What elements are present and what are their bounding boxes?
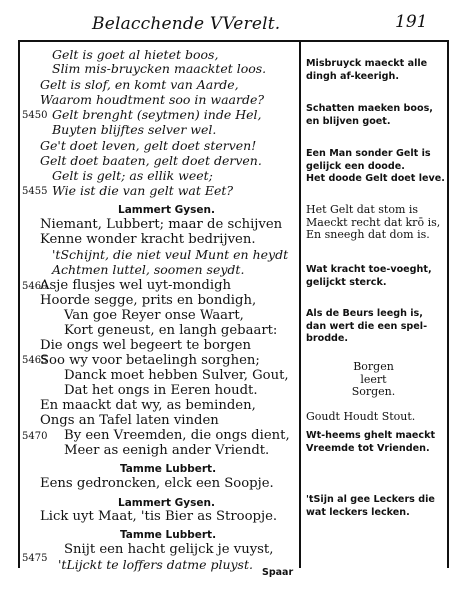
- margin-note-line: Maeckt recht dat krō is,: [306, 215, 441, 229]
- verse-line: En maackt dat wy, as beminden,: [40, 398, 256, 413]
- margin-note-line: En sneegh dat dom is.: [306, 228, 430, 241]
- margin-note: [306, 308, 446, 346]
- margin-note-line: Een Man sonder Gelt is: [306, 148, 431, 159]
- frame-rule-top: [18, 40, 448, 42]
- verse-line: Buyten blijftes selver wel.: [52, 122, 217, 137]
- speaker-name: Lammert Gysen.: [118, 497, 215, 509]
- verse-line: Van goe Reyer onse Waart,: [64, 308, 244, 323]
- verse-line: Achtmen luttel, soomen seydt.: [52, 262, 245, 277]
- frame-rule-middle: [299, 40, 301, 568]
- verse-line: Kort geneust, en langh gebaart:: [64, 323, 278, 338]
- verse-line: Soo wy voor betaelingh sorghen;: [40, 353, 260, 368]
- verse-line: 'tLijckt te loffers datme pluyst.: [58, 557, 253, 572]
- verse-line: Waarom houdtment soo in waarde?: [40, 92, 265, 107]
- margin-note-line: Misbruyck maeckt alle: [306, 58, 428, 69]
- verse-line: Eens gedroncken, elck een Soopje.: [40, 476, 274, 491]
- margin-note-line: leert: [360, 372, 387, 386]
- line-number: 5460: [22, 281, 48, 292]
- verse-line: Niemant, Lubbert; maar de schijven: [40, 217, 283, 232]
- margin-note-line: Goudt Houdt Stout.: [306, 410, 416, 423]
- verse-line: Gelt brenght (seytmen) inde Hel,: [52, 107, 262, 122]
- verse-line: Snijt een hacht gelijck je vuyst,: [64, 542, 274, 557]
- page-number: 191: [395, 12, 428, 32]
- margin-note-line: dingh af-keerigh.: [306, 70, 399, 82]
- verse-line: Meer as eenigh ander Vriendt.: [64, 443, 270, 458]
- verse-line: Die ongs wel begeert te borgen: [40, 338, 251, 353]
- margin-note: [306, 264, 446, 289]
- verse-line: Slim mis-bruycken maacktet loos.: [52, 61, 267, 76]
- line-number: 5475: [22, 553, 48, 564]
- speaker-name: Tamme Lubbert.: [120, 529, 217, 541]
- margin-note: [306, 173, 446, 186]
- verse-line: Gelt is slof, en komt van Aarde,: [40, 77, 239, 92]
- margin-note-line: brodde.: [306, 333, 349, 344]
- margin-note: [306, 494, 446, 519]
- margin-note-line: dan wert die een spel-: [306, 320, 428, 332]
- running-head: Belacchende VVerelt.: [92, 14, 281, 34]
- verse-line: Ge't doet leven, gelt doet sterven!: [40, 138, 257, 153]
- margin-note-line: en blijven goet.: [306, 115, 391, 127]
- margin-note: [306, 204, 446, 242]
- margin-note-line: Sorgen.: [351, 385, 396, 398]
- margin-note-line: Wt-heems ghelt maeckt: [306, 430, 436, 441]
- margin-note: [306, 430, 446, 455]
- speaker-name: Lammert Gysen.: [118, 204, 215, 216]
- verse-line: Kenne wonder kracht bedrijven.: [40, 232, 256, 247]
- margin-note-line: Schatten maeken boos,: [306, 103, 433, 114]
- verse-line: Dat het ongs in Eeren houdt.: [64, 383, 258, 398]
- margin-note-line: wat leckers lecken.: [306, 506, 410, 518]
- frame-rule-left: [18, 40, 20, 568]
- verse-line: Hoorde segge, prits en bondigh,: [40, 293, 257, 308]
- margin-note: [306, 148, 446, 173]
- margin-note-line: Het doode Gelt doet leve.: [306, 173, 445, 184]
- margin-note-line: gelijckt sterck.: [306, 276, 387, 288]
- margin-note-line: gelijck een doode.: [306, 160, 405, 172]
- verse-line: Gelt is gelt; as ellik weet;: [52, 168, 213, 183]
- verse-line: Ongs an Tafel laten vinden: [40, 413, 219, 428]
- margin-note-line: Als de Beurs leegh is,: [306, 308, 423, 319]
- line-number: 5470: [22, 431, 48, 442]
- margin-note-line: 'tSijn al gee Leckers die: [306, 494, 435, 505]
- frame-rule-right: [447, 40, 449, 568]
- verse-line: Wie ist die van gelt wat Eet?: [52, 183, 234, 198]
- verse-line: Lick uyt Maat, 'tis Bier as Stroopje.: [40, 509, 278, 524]
- margin-note-line: Borgen: [353, 360, 394, 373]
- verse-line: Danck moet hebben Sulver, Gout,: [64, 368, 289, 383]
- verse-line: Gelt is goet al hietet boos,: [52, 47, 219, 62]
- margin-note: [306, 58, 446, 83]
- verse-line: Asje flusjes wel uyt-mondigh: [40, 278, 232, 293]
- margin-note: [300, 361, 447, 399]
- verse-line: By een Vreemden, die ongs dient,: [64, 428, 290, 443]
- catchword: Spaar: [262, 567, 294, 578]
- line-number: 5465: [22, 355, 48, 366]
- margin-note-line: Wat kracht toe-voeght,: [306, 264, 432, 275]
- verse-line: 'tSchijnt, die niet veul Munt en heydt: [52, 247, 289, 262]
- verse-line: Gelt doet baaten, gelt doet derven.: [40, 153, 262, 168]
- margin-note-line: Het Gelt dat stom is: [306, 203, 419, 216]
- margin-note: [306, 103, 446, 128]
- margin-note: [306, 411, 446, 424]
- line-number: 5450: [22, 110, 48, 121]
- line-number: 5455: [22, 186, 48, 197]
- speaker-name: Tamme Lubbert.: [120, 463, 217, 475]
- margin-note-line: Vreemde tot Vrienden.: [306, 442, 430, 454]
